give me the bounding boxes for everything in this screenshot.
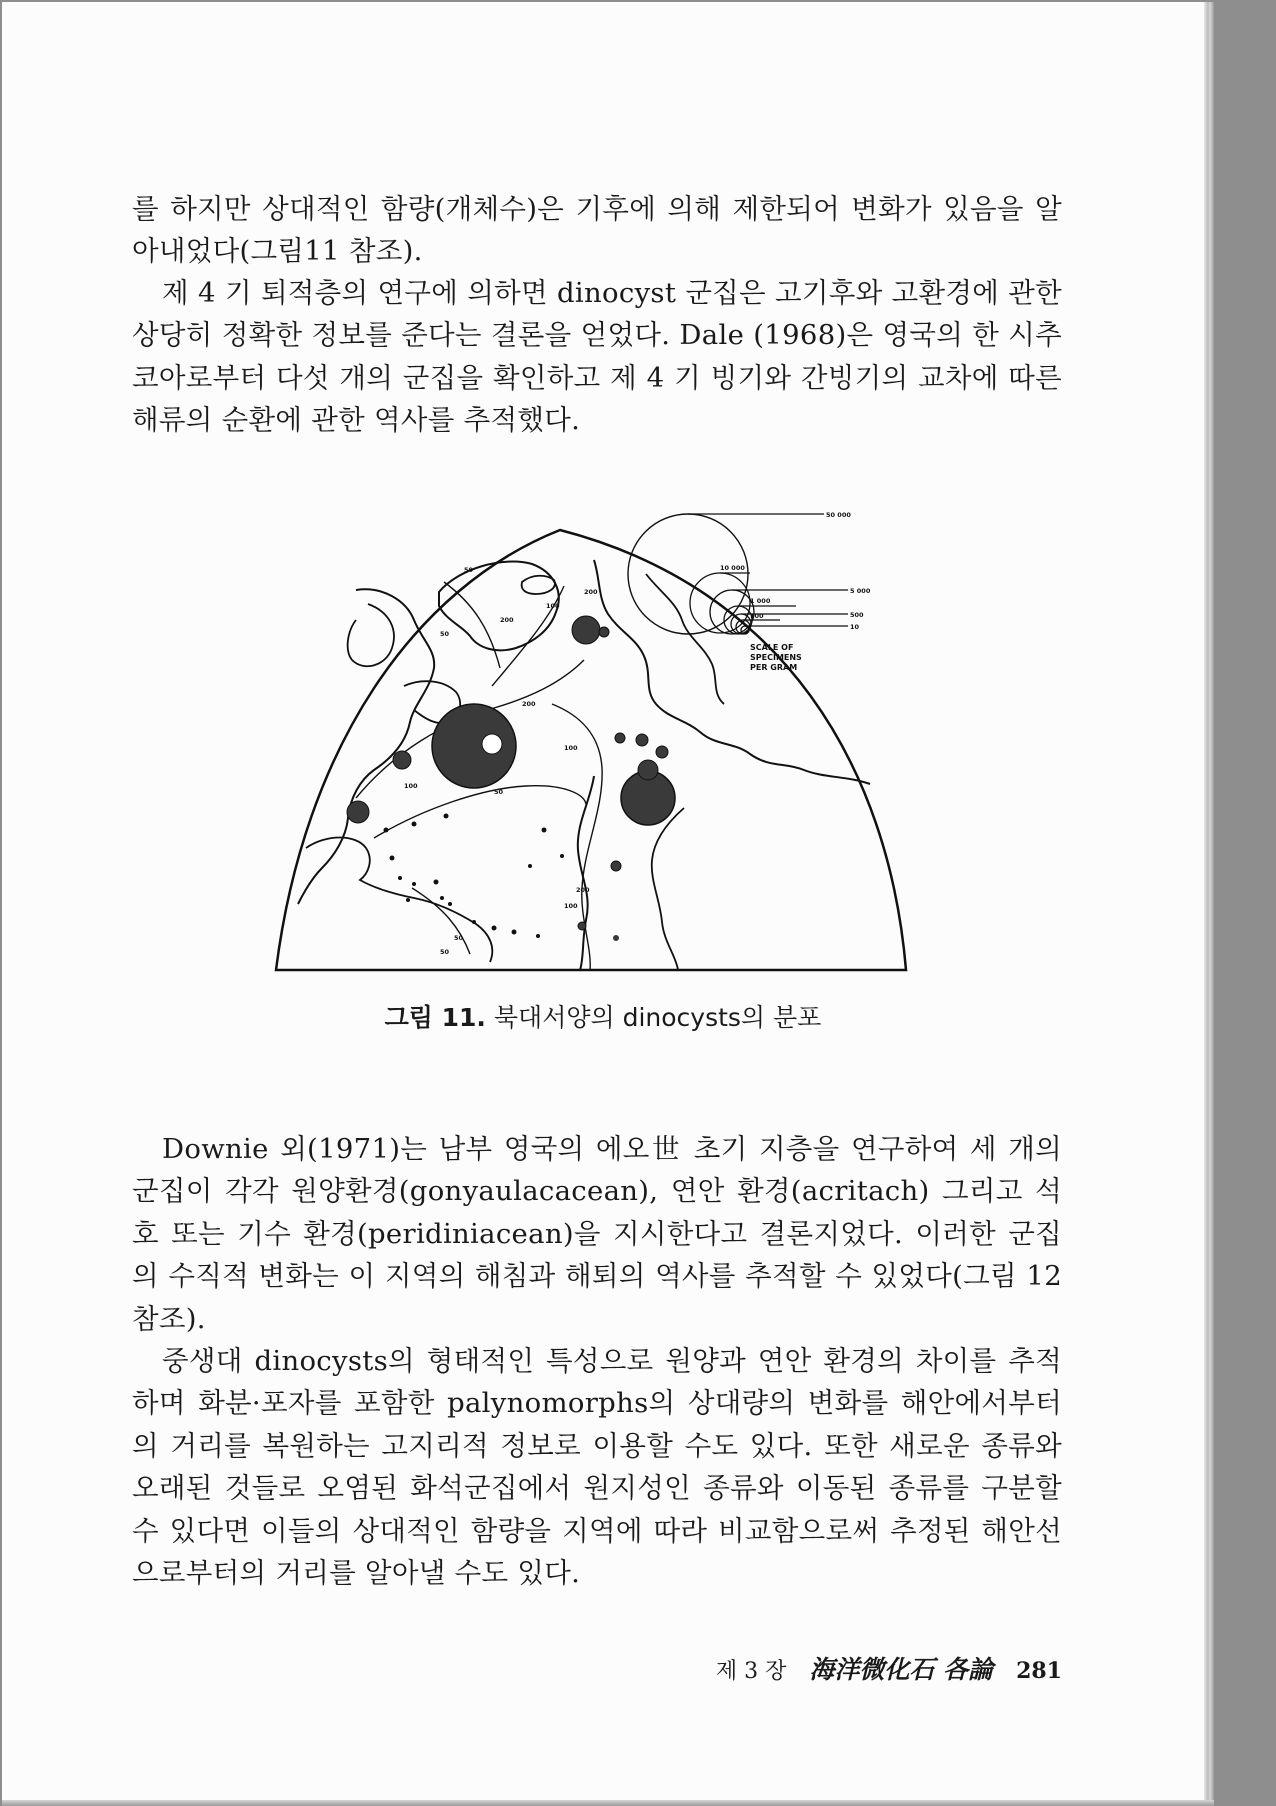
specimen-circle xyxy=(482,734,502,754)
contour-200 xyxy=(492,586,564,686)
small-specimen-dots xyxy=(384,814,565,939)
south-america-coast xyxy=(652,808,684,970)
contour-north xyxy=(444,582,500,668)
specimen-circle xyxy=(638,760,658,780)
specimen-circle xyxy=(636,734,648,746)
scandinavia-coast xyxy=(646,574,724,704)
caribbean-coast xyxy=(306,838,492,963)
specimen-circle xyxy=(611,861,621,871)
chapter-title: 海洋微化石 各論 xyxy=(809,1655,994,1684)
figure-caption-text: 북대서양의 dinocysts의 분포 xyxy=(493,1003,822,1032)
contour-label: 200 xyxy=(522,700,536,708)
legend-value: 1 000 xyxy=(750,597,771,605)
legend-value: 10 xyxy=(850,623,860,631)
contour-label: 50 xyxy=(454,934,464,942)
legend-title-line: SCALE OF xyxy=(750,643,794,652)
contour-label: 50 xyxy=(464,566,474,574)
contour-label: 50 xyxy=(440,630,450,638)
contour-label: 200 xyxy=(500,616,514,624)
page-bottom-shadow xyxy=(2,1800,1214,1806)
distribution-map xyxy=(264,508,912,978)
chapter-label: 제 3 장 xyxy=(715,1659,787,1684)
contour-label: 100 xyxy=(564,744,578,752)
paragraph-2: 제 4 기 퇴적층의 연구에 의하면 dinocyst 군집은 고기후와 고환경에 관한 상당히 정확한 정보를 준다는 결론을 얻었다. Dale (1968)은 영국의 한 시추코아로부터 다섯 개의 군집을 확인하고 제 4 기 빙기와 간빙기의 교차에 따른 해류의 순환에 관한 역사를 추적했다. xyxy=(132,276,1062,436)
legend-value: 50 000 xyxy=(826,511,851,519)
figure-north-atlantic-dinocyst-map xyxy=(264,508,912,978)
legend-value: 500 xyxy=(850,611,864,619)
contour-label: 200 xyxy=(584,588,598,596)
figure-caption-number: 그림 11. xyxy=(384,1003,486,1032)
contour-label: 100 xyxy=(564,902,578,910)
specimen-circle xyxy=(578,922,586,930)
contour-50 xyxy=(374,786,586,838)
specimen-circle xyxy=(393,751,411,769)
specimen-circle xyxy=(572,616,600,644)
figure-caption xyxy=(2,998,1204,1034)
paragraph-4: 중생대 dinocysts의 형태적인 특성으로 원양과 연안 환경의 차이를 추적하며 화분·포자를 포함한 palynomorphs의 상대량의 변화를 해안에서부터의 거리를 복원하는 고지리적 정보로 이용할 수도 있다. 또한 새로운 종류와 오래된 것들로 오염된 화석군집에서 원지성인 종류와 이동된 종류를 구분할 수 있다면 이들의 상대적인 함량을 지역에 따라 비교함으로써 추정된 해안선으로부터의 거리를 알아낼 수도 있다. xyxy=(132,1344,1062,1589)
hudson-coast xyxy=(348,604,394,666)
contour-label: 100 xyxy=(404,782,418,790)
contour-label: 200 xyxy=(576,886,590,894)
specimen-circle xyxy=(656,746,668,758)
africa-coast xyxy=(578,776,594,970)
contour-label: 50 xyxy=(494,788,504,796)
map-frame xyxy=(276,530,906,970)
legend-value: 100 xyxy=(750,612,764,620)
legend-title-line: PER GRAM xyxy=(750,663,798,672)
contour-label: 50 xyxy=(440,948,450,956)
specimen-circle xyxy=(347,801,369,823)
contour-label: 100 xyxy=(546,602,560,610)
page-number: 281 xyxy=(1016,1658,1062,1684)
legend-value: 10 000 xyxy=(720,564,745,572)
page-edge-shadow xyxy=(1204,2,1214,1802)
iceland-coast xyxy=(522,576,555,594)
legend-value: 5 000 xyxy=(850,587,871,595)
paragraph-3: Downie 외(1971)는 남부 영국의 에오世 초기 지층을 연구하여 세 개의 군집이 각각 원양환경(gonyaulacacean), 연안 환경(acritach) 그리고 석호 또는 기수 환경(peridiniacean)을 지시한다고 결론지었다. 이러한 군집의 수직적 변화는 이 지역의 해침과 해퇴의 역사를 추적할 수 있었다(그림 12 참조). xyxy=(132,1132,1062,1335)
specimen-circle xyxy=(613,935,619,941)
paragraph-1: 를 하지만 상대적인 함량(개체수)은 기후에 의해 제한되어 변화가 있음을 알아내었다(그림11 참조). xyxy=(132,192,1062,267)
specimen-circle xyxy=(599,627,609,637)
specimen-scale-legend xyxy=(628,511,871,672)
europe-coast xyxy=(594,560,870,784)
specimen-circle xyxy=(432,704,516,788)
document-page xyxy=(2,2,1205,1802)
specimen-circle xyxy=(615,733,625,743)
legend-title-line: SPECIMENS xyxy=(750,653,802,662)
page-footer xyxy=(700,1650,1062,1686)
